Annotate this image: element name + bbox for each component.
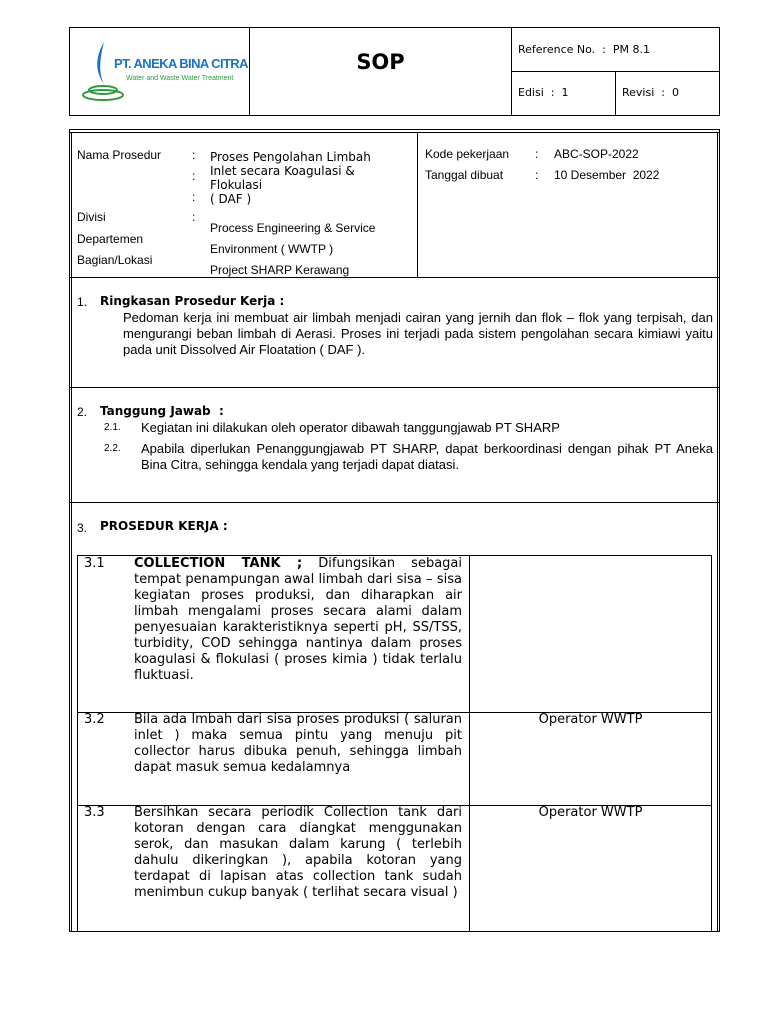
section-3-number: 3.: [77, 521, 88, 535]
company-name: PT. ANEKA BINA CITRA: [114, 56, 248, 71]
reference-number: Reference No. : PM 8.1: [518, 43, 650, 56]
row-number: 3.3: [84, 805, 105, 820]
colon: :: [192, 148, 196, 162]
value-kode-pekerjaan: ABC-SOP-2022: [554, 147, 639, 161]
section-1-body: Pedoman kerja ini membuat air limbah menjadi cairan yang jernih dan flok – flok yang terpisah, dan mengurangi beban limbah di Aerasi. Proses ini terjadi pada sistem pengolahan secara kimiawi yaitu pada unit Dissolved Air Floatation ( DAF ).: [123, 310, 713, 357]
doc-type-title: SOP: [356, 50, 405, 74]
edisi-value: Edisi : 1: [518, 86, 569, 99]
label-divisi: Divisi: [77, 210, 106, 224]
label-bagian-lokasi: Bagian/Lokasi: [77, 253, 153, 267]
value-divisi: Process Engineering & Service: [210, 221, 376, 235]
procedure-table: [77, 555, 712, 932]
table-row: [77, 712, 712, 805]
item-text: Apabila diperlukan Penanggungjawab PT SHARP, dapat berkoordinasi dengan pihak PT Aneka Bina Citra, sehingga kendala yang terjadi dapat diatasi.: [141, 441, 713, 472]
colon: :: [535, 168, 539, 182]
section-1-title: Ringkasan Prosedur Kerja :: [100, 294, 285, 308]
section-3-title: PROSEDUR KERJA :: [100, 519, 228, 533]
section-1-number: 1.: [77, 295, 88, 309]
row-number: 3.1: [84, 556, 105, 571]
label-tanggal-dibuat: Tanggal dibuat: [425, 168, 504, 182]
colon: :: [535, 147, 539, 161]
row-description: Difungsikan sebagai tempat penampungan awal limbah dari sisa – sisa kegiatan proses produksi, dan diharapkan air limbah mengalami proses secara alami dalam penyesuaian karakteristiknya seperti pH, SS/TSS, turbidity, COD sehingga nantinya dalam proses koagulasi & flokulasi ( proses kimia ) tidak terlalu fluktuasi.: [134, 556, 462, 683]
value-departemen: Environment ( WWTP ): [210, 242, 334, 256]
label-kode-pekerjaan: Kode pekerjaan: [425, 147, 510, 161]
row-number: 3.2: [84, 712, 105, 727]
value-tanggal-dibuat: 10 Desember 2022: [554, 168, 660, 182]
row-text: [134, 556, 462, 684]
value-bagian-lokasi: Project SHARP Kerawang: [210, 263, 350, 277]
section-2-title: Tanggung Jawab :: [100, 404, 224, 418]
company-logo: [76, 38, 246, 106]
item-number: 2.2.: [104, 443, 121, 454]
label-departemen: Departemen: [77, 232, 144, 246]
row-description: Bersihkan secara periodik Collection tank dari kotoran dengan cara diangkat menggunakan serok, dan masukan dalam karung ( terlebih dahulu dikeringkan ), apabila kotoran yang terdapat di lapisan atas collection tank sudah menimbun cukup banyak ( terlihat secara visual ): [134, 805, 462, 900]
table-row: [77, 805, 712, 932]
row-title: COLLECTION TANK ;: [134, 556, 303, 571]
water-drop-icon: [78, 40, 128, 104]
item-text: Kegiatan ini dilakukan oleh operator dibawah tanggungjawab PT SHARP: [141, 420, 560, 435]
value-nama-prosedur: Proses Pengolahan Limbah Inlet secara Koagulasi & Flokulasi ( DAF ): [210, 150, 371, 206]
table-row: [77, 555, 712, 712]
item-number: 2.1.: [104, 422, 121, 433]
row-pic: Operator WWTP: [538, 805, 643, 820]
row-pic: Operator WWTP: [538, 712, 643, 727]
revisi-value: Revisi : 0: [622, 86, 679, 99]
company-tagline: Water and Waste Water Treatment: [126, 75, 234, 82]
colon: :: [192, 190, 196, 204]
colon: :: [192, 169, 196, 183]
row-description: Bila ada lmbah dari sisa proses produksi ( saluran inlet ) maka semua pintu yang menuju pit collector harus dibuka penuh, sehingga limbah dapat masuk semua kedalamnya: [134, 712, 462, 775]
colon: :: [192, 210, 196, 224]
section-2-number: 2.: [77, 405, 88, 419]
label-nama-prosedur: Nama Prosedur: [77, 148, 162, 162]
